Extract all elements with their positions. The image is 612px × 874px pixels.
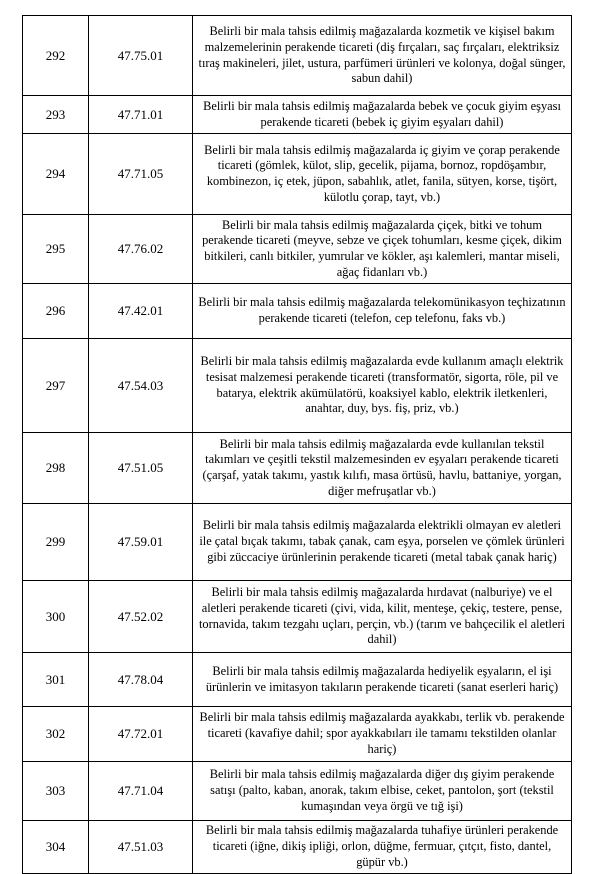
table-row [23,433,572,504]
row-number: 300 [23,581,89,653]
activity-code: 47.52.02 [89,581,193,653]
activity-code: 47.71.01 [89,96,193,134]
activity-code: 47.72.01 [89,707,193,762]
activity-description: Belirli bir mala tahsis edilmiş mağazalarda evde kullanım amaçlı elektrik tesisat malzemesi perakende ticareti (transformatör, sigorta, röle, pil ve batarya, elektrik akümülatörü, koaksiyel kablo, elektrik iletkenleri, anahtar, duy, bys. fiş, priz, vb.) [193,339,572,433]
activity-description: Belirli bir mala tahsis edilmiş mağazalarda hediyelik eşyaların, el işi ürünlerin ve imitasyon takıların perakende ticareti (sanat eserleri hariç) [193,653,572,707]
activity-code: 47.59.01 [89,504,193,581]
table-row [23,653,572,707]
activity-description: Belirli bir mala tahsis edilmiş mağazalarda hırdavat (nalburiye) ve el aletleri perakende ticareti (çivi, vida, kilit, menteşe, çekiç, testere, pense, tornavida, takım tezgahı uçları, perçin, vb.) (tarım ve bahçecilik el aletleri dahil) [193,581,572,653]
activity-table [22,15,572,874]
table-row [23,16,572,96]
activity-code: 47.51.03 [89,821,193,874]
row-number: 295 [23,215,89,284]
table-row [23,581,572,653]
row-number: 293 [23,96,89,134]
activity-description: Belirli bir mala tahsis edilmiş mağazalarda telekomünikasyon teçhizatının perakende ticareti (telefon, cep telefonu, faks vb.) [193,284,572,339]
row-number: 297 [23,339,89,433]
row-number: 301 [23,653,89,707]
activity-description: Belirli bir mala tahsis edilmiş mağazalarda elektrikli olmayan ev aletleri ile çatal bıçak takımı, tabak çanak, cam eşya, porselen ve çömlek ürünleri gibi züccaciye ürünlerinin perakende ticareti (metal tabak çanak hariç) [193,504,572,581]
activity-code: 47.71.05 [89,134,193,215]
row-number: 296 [23,284,89,339]
table-row [23,707,572,762]
row-number: 294 [23,134,89,215]
table-row [23,215,572,284]
table-row [23,134,572,215]
table-row [23,821,572,874]
activity-description: Belirli bir mala tahsis edilmiş mağazalarda bebek ve çocuk giyim eşyası perakende ticareti (bebek iç giyim eşyaları dahil) [193,96,572,134]
row-number: 292 [23,16,89,96]
row-number: 298 [23,433,89,504]
activity-description: Belirli bir mala tahsis edilmiş mağazalarda iç giyim ve çorap perakende ticareti (gömlek, külot, slip, gecelik, pijama, bornoz, ropdöşambır, kombinezon, iç etek, jüpon, sabahlık, atlet, fanila, sütyen, korse, tişört, külotlu çorap, tayt, vb.) [193,134,572,215]
table-row [23,762,572,821]
activity-description: Belirli bir mala tahsis edilmiş mağazalarda ayakkabı, terlik vb. perakende ticareti (kavafiye dahil; spor ayakkabıları ile tamamı tekstilden olanlar hariç) [193,707,572,762]
table-row [23,96,572,134]
activity-code: 47.76.02 [89,215,193,284]
table-row [23,284,572,339]
activity-description: Belirli bir mala tahsis edilmiş mağazalarda tuhafiye ürünleri perakende ticareti (iğne, dikiş ipliği, orlon, düğme, fermuar, çıtçıt, fisto, dantel, güpür vb.) [193,821,572,874]
activity-code: 47.71.04 [89,762,193,821]
table-row [23,339,572,433]
activity-description: Belirli bir mala tahsis edilmiş mağazalarda kozmetik ve kişisel bakım malzemelerinin perakende ticareti (diş fırçaları, saç fırçaları, elektriksiz tıraş makineleri, jilet, ustura, parfümeri ürünleri ve kolonya, doğal sünger, sabun dahil) [193,16,572,96]
activity-code: 47.54.03 [89,339,193,433]
activity-description: Belirli bir mala tahsis edilmiş mağazalarda diğer dış giyim perakende satışı (palto, kaban, anorak, takım elbise, ceket, pantolon, şort (tekstil kumaşından veya örgü ve tığ işi) [193,762,572,821]
table-row [23,504,572,581]
activity-code: 47.42.01 [89,284,193,339]
activity-code: 47.75.01 [89,16,193,96]
activity-code: 47.51.05 [89,433,193,504]
activity-description: Belirli bir mala tahsis edilmiş mağazalarda çiçek, bitki ve tohum perakende ticareti (meyve, sebze ve çiçek tohumları, kesme çiçek, dikim bitkileri, canlı bitkiler, yumrular ve kökler, aşı kalemleri, mantar miseli, ağaç fidanları vb.) [193,215,572,284]
row-number: 303 [23,762,89,821]
row-number: 299 [23,504,89,581]
activity-description: Belirli bir mala tahsis edilmiş mağazalarda evde kullanılan tekstil takımları ve çeşitli tekstil malzemesinden ev eşyaları perakende ticareti (çarşaf, yatak takımı, yastık kılıfı, masa örtüsü, havlu, battaniye, yorgan, diğer mefruşatlar vb.) [193,433,572,504]
row-number: 304 [23,821,89,874]
activity-code: 47.78.04 [89,653,193,707]
row-number: 302 [23,707,89,762]
